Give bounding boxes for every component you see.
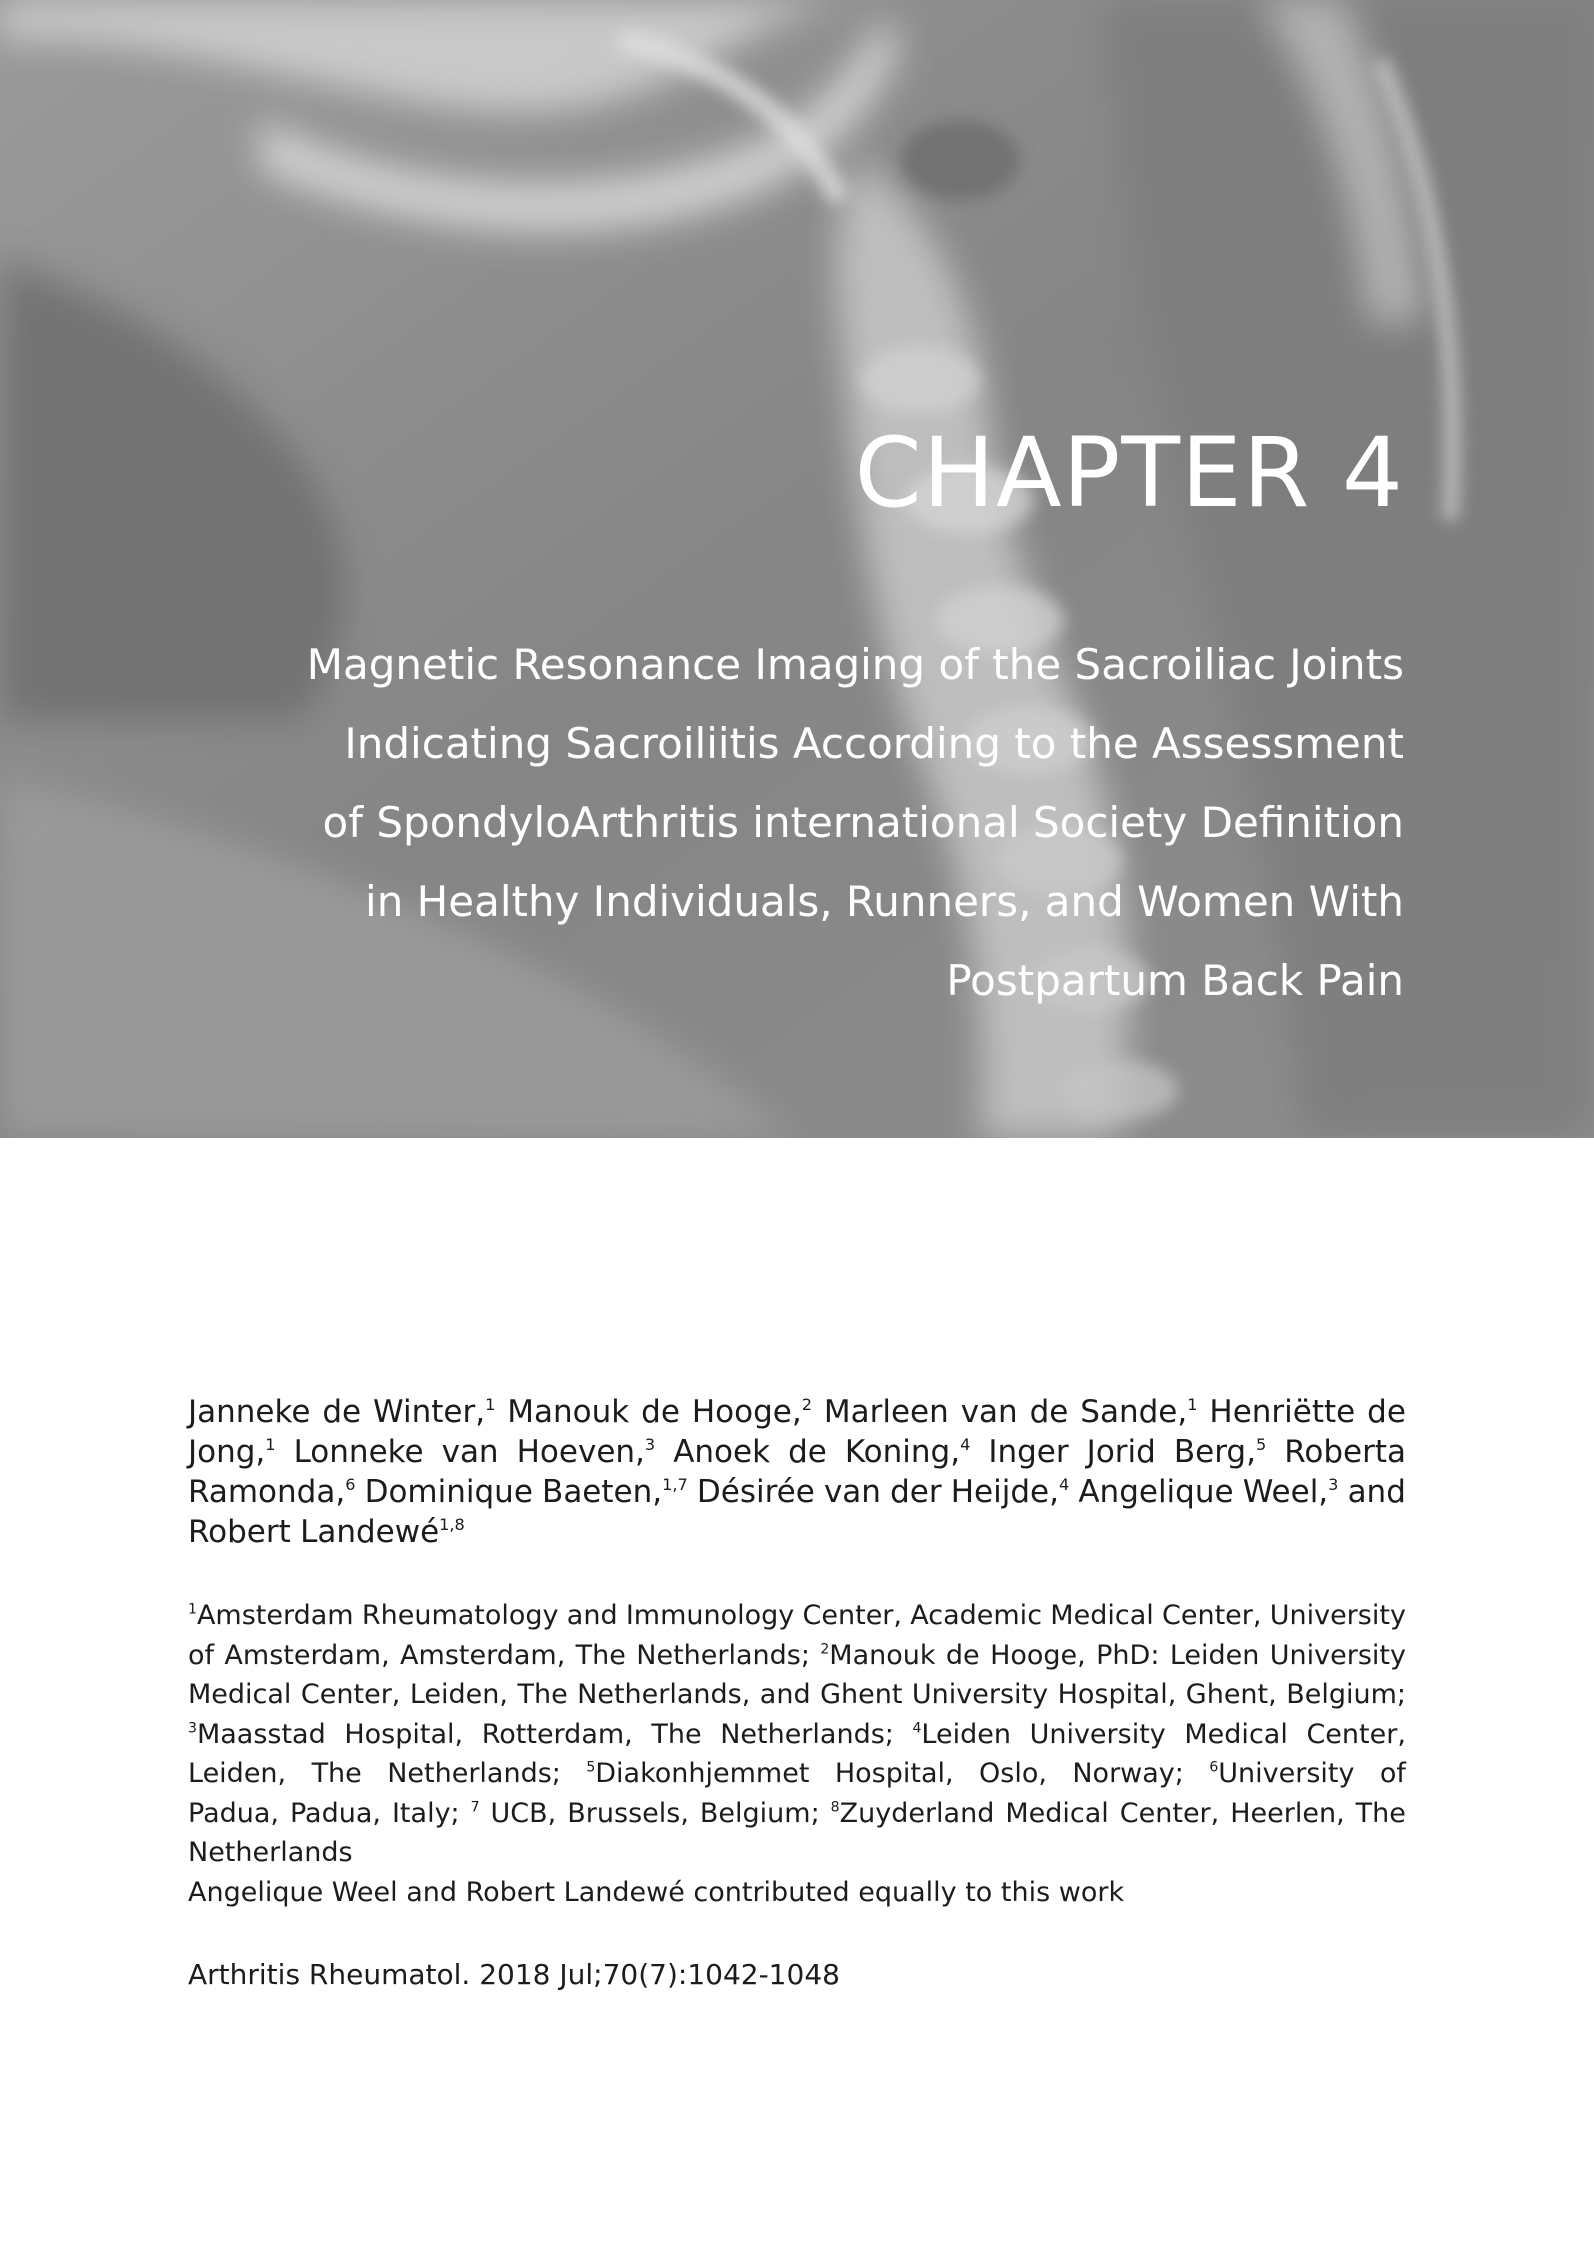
affiliation-word: The — [517, 1679, 568, 1710]
affiliation-word: Center, — [1306, 1718, 1406, 1750]
affiliation-word: de — [945, 1639, 980, 1671]
affiliation-word: University — [1269, 1639, 1406, 1671]
affiliation-line — [188, 1636, 1406, 1676]
affiliation-marker: 4 — [960, 1434, 971, 1454]
affiliation-word: Hospital, — [344, 1718, 464, 1750]
affiliation-line — [188, 1833, 1406, 1873]
affiliation-word: $^4$Leiden — [912, 1718, 1011, 1750]
affiliation-word: Medical — [1005, 1797, 1109, 1829]
affiliation-word: The — [575, 1639, 626, 1671]
affiliation-word: $^1$Amsterdam — [188, 1600, 354, 1631]
affiliation-word — [471, 1794, 480, 1834]
affiliation-marker: 4 — [1058, 1474, 1070, 1494]
title-line: Indicating Sacroiliitis According to the Assessment — [344, 719, 1404, 768]
affiliation-word: Hooge, — [990, 1639, 1086, 1671]
affiliation-line — [188, 1794, 1406, 1834]
affiliation-word: $^8$Zuyderland — [830, 1797, 995, 1829]
author-word: Lonneke — [293, 1434, 424, 1470]
affiliation-word: Belgium; — [1286, 1679, 1406, 1710]
affiliation-line — [188, 1596, 1406, 1636]
author-word: de — [1367, 1394, 1406, 1430]
affiliation-word: Center, — [1162, 1600, 1262, 1631]
equal-contribution-note: Angelique Weel and Robert Landewé contributed equally to this work — [188, 1876, 1125, 1908]
affiliation-word: Padua, — [188, 1797, 279, 1829]
author-word: de — [1029, 1394, 1069, 1430]
affiliation-marker: 1,7 — [662, 1474, 688, 1494]
author-word: de — [322, 1394, 362, 1430]
affiliation-word: Ghent, — [1185, 1679, 1277, 1710]
author-word: der — [890, 1474, 942, 1510]
affiliation-word: Leiden, — [188, 1758, 287, 1789]
author-word: Koning,$^4$ — [844, 1434, 971, 1470]
author-word: Ramonda,$^6$ — [188, 1474, 356, 1510]
affiliation-marker: 3 — [644, 1434, 656, 1454]
affiliation-word: Padua, — [289, 1797, 381, 1829]
author-line — [188, 1472, 1406, 1512]
author-word: Robert — [188, 1514, 291, 1550]
affiliation-word: Medical — [1184, 1718, 1288, 1750]
affiliation-word: Amsterdam, — [400, 1639, 566, 1671]
author-list — [188, 1392, 1406, 1552]
author-line — [188, 1432, 1406, 1472]
affiliation-marker: 4 — [912, 1719, 922, 1736]
author-word: Baeten,$^{1,7}$ — [542, 1474, 688, 1510]
author-word: Janneke — [188, 1394, 311, 1430]
affiliation-line — [188, 1715, 1406, 1755]
affiliation-line — [188, 1754, 1406, 1794]
affiliation-marker: 8 — [830, 1798, 840, 1815]
author-word: Sande,$^1$ — [1080, 1394, 1198, 1430]
affiliation-marker: 1,8 — [439, 1514, 465, 1534]
affiliation-word: Netherlands; — [720, 1718, 894, 1750]
title-line: Postpartum Back Pain — [946, 956, 1404, 1005]
affiliation-word: Heerlen, — [1230, 1797, 1345, 1829]
author-word: Landewé$^{1,8}$ — [300, 1514, 465, 1550]
affiliation-word: and — [759, 1679, 811, 1710]
affiliation-word: Leiden — [1169, 1639, 1260, 1671]
author-line — [188, 1392, 1406, 1432]
affiliation-marker: 1 — [1187, 1394, 1198, 1414]
affiliation-marker: 3 — [1328, 1474, 1339, 1494]
author-line — [188, 1512, 1406, 1552]
affiliation-marker: 5 — [586, 1759, 596, 1776]
affiliation-word: $^5$Diakonhjemmet — [586, 1758, 810, 1789]
affiliation-word: Amsterdam, — [224, 1639, 390, 1671]
author-word: Angelique — [1078, 1474, 1234, 1510]
chapter-label: CHAPTER 4 — [854, 417, 1404, 529]
author-word: van — [960, 1394, 1018, 1430]
author-word: de — [641, 1394, 680, 1430]
affiliation-word: Hospital, — [1057, 1679, 1177, 1710]
affiliation-word: Italy; — [391, 1797, 460, 1829]
affiliation-word: PhD: — [1096, 1639, 1160, 1671]
affiliation-word: Academic — [910, 1600, 1043, 1631]
affiliation-word: Medical — [1050, 1600, 1154, 1631]
affiliation-marker: 1 — [265, 1434, 276, 1454]
author-word: van — [823, 1474, 881, 1510]
title-line: in Healthy Individuals, Runners, and Women With — [365, 877, 1404, 926]
author-word: Inger — [988, 1434, 1069, 1470]
affiliation-word: The — [1355, 1797, 1406, 1829]
affiliation-word: The — [311, 1758, 362, 1789]
citation: Arthritis Rheumatol. 2018 Jul;70(7):1042-1048 — [188, 1958, 840, 1991]
author-word: Henriëtte — [1209, 1394, 1356, 1430]
affiliation-word: Netherlands — [188, 1837, 353, 1868]
author-word: Manouk — [507, 1394, 630, 1430]
author-word: Dominique — [364, 1474, 533, 1510]
affiliation-word: Center, — [300, 1679, 401, 1710]
affiliation-word: Immunology — [625, 1600, 795, 1631]
author-word: Anoek — [673, 1434, 771, 1470]
affiliation-marker: 2 — [820, 1640, 830, 1657]
affiliation-word: Leiden, — [409, 1679, 508, 1710]
author-word: Roberta — [1284, 1434, 1406, 1470]
affiliation-word: $^3$Maasstad — [188, 1718, 326, 1750]
affiliation-marker: 1 — [188, 1601, 197, 1618]
affiliation-word: University — [1269, 1600, 1406, 1631]
affiliation-marker: 1 — [485, 1394, 496, 1414]
affiliation-marker: 7 — [470, 1798, 480, 1815]
affiliations — [188, 1596, 1406, 1912]
affiliation-marker: 6 — [345, 1474, 356, 1494]
author-word: Weel,$^3$ — [1242, 1474, 1339, 1510]
affiliation-word: $^6$University — [1209, 1758, 1355, 1789]
author-word: Désirée — [696, 1474, 815, 1510]
affiliation-word: Belgium; — [699, 1797, 820, 1829]
title-line: of SpondyloArthritis international Society Definition — [322, 798, 1404, 847]
affiliation-line — [188, 1675, 1406, 1715]
affiliation-word: Netherlands; — [636, 1639, 810, 1671]
author-word: Berg,$^5$ — [1173, 1434, 1267, 1470]
author-word: Marleen — [823, 1394, 949, 1430]
affiliation-word: Brussels, — [567, 1797, 689, 1829]
affiliation-marker: 5 — [1255, 1434, 1267, 1454]
author-word: and — [1347, 1474, 1406, 1510]
affiliation-word: Hospital, — [834, 1758, 954, 1789]
affiliation-word: UCB, — [490, 1797, 557, 1829]
author-word: Hoeven,$^3$ — [516, 1434, 656, 1470]
title-line: Magnetic Resonance Imaging of the Sacroiliac Joints — [306, 640, 1404, 689]
author-word: Jong,$^1$ — [188, 1434, 276, 1470]
affiliation-word: Ghent — [820, 1679, 903, 1710]
affiliation-word: University — [1029, 1718, 1166, 1750]
affiliation-word: and — [566, 1600, 618, 1631]
affiliation-word: Center, — [802, 1600, 902, 1631]
affiliation-word: Rheumatology — [361, 1600, 559, 1631]
author-word: Hooge,$^2$ — [691, 1394, 812, 1430]
author-word: Jorid — [1086, 1434, 1156, 1470]
affiliation-word: $^2$Manouk — [820, 1639, 936, 1671]
affiliation-word: Norway; — [1072, 1758, 1184, 1789]
affiliation-word: University — [911, 1679, 1049, 1710]
affiliation-marker: 2 — [801, 1394, 812, 1414]
affiliation-word: Oslo, — [979, 1758, 1047, 1789]
affiliation-word: Medical — [188, 1679, 292, 1710]
affiliation-word: Center, — [1119, 1797, 1220, 1829]
affiliation-marker: 6 — [1209, 1759, 1219, 1776]
affiliation-word: The — [651, 1718, 702, 1750]
affiliation-word: Netherlands, — [577, 1679, 751, 1710]
author-word: Heijde,$^4$ — [950, 1474, 1070, 1510]
article-title — [304, 625, 1404, 1020]
author-word: de — [788, 1434, 827, 1470]
affiliation-word: of — [188, 1639, 215, 1671]
affiliation-word: Netherlands; — [387, 1758, 561, 1789]
affiliation-marker: 3 — [188, 1719, 197, 1736]
affiliation-word: Rotterdam, — [481, 1718, 633, 1750]
affiliation-word: of — [1379, 1758, 1406, 1789]
author-word: Winter,$^1$ — [373, 1394, 496, 1430]
author-word: van — [441, 1434, 499, 1470]
